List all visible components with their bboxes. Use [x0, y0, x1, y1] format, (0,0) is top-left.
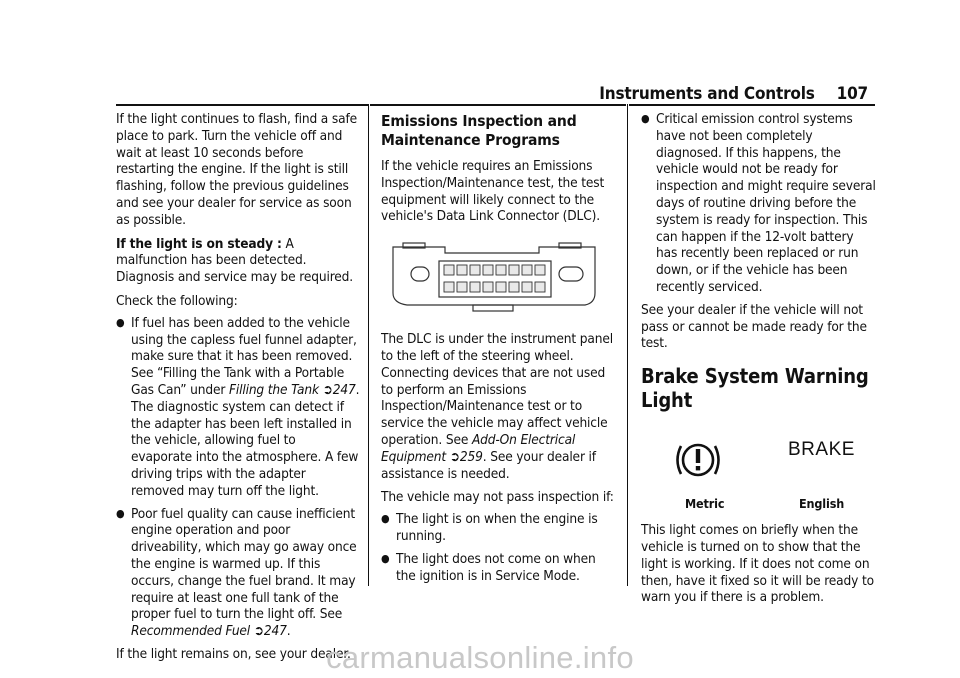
steady-text: A malfunction has been detected. Diagnosis and service may be required.: [116, 235, 353, 286]
watermark: carmanualsonline.info: [326, 640, 634, 675]
cross-ref-link[interactable]: Filling the Tank: [228, 381, 319, 398]
list-item: [116, 315, 360, 500]
cross-ref-link[interactable]: Add-On Electrical Equipment: [381, 431, 576, 465]
page-header: [599, 84, 868, 104]
paragraph: If the light continues to flash, find a safe place to park. Turn the vehicle off and wait at least 10 seconds before restarting the engine. If the light is still flashing, follow the previous guidelines and see your dealer for service as soon as possible.: [116, 111, 357, 228]
paragraph: If the vehicle requires an Emissions Inspection/Maintenance test, the test equipment will likely connect to the vehicle's Data Link Connector (DLC).: [381, 158, 605, 225]
list-text: The light does not come on when the ignition is in Service Mode.: [396, 550, 596, 584]
paragraph-text: . See your dealer if assistance is needed.: [381, 448, 596, 482]
page-number: 107: [836, 84, 868, 104]
column-left: [116, 111, 360, 670]
paragraph-text: The DLC is under the instrument panel to the left of the steering wheel. Connecting devices that are not used to perform an Emissions Inspection/Maintenance test or to service the vehicle may affect vehicle operation. See: [381, 331, 613, 448]
header-rule: [370, 104, 626, 106]
paragraph: Check the following:: [116, 292, 238, 309]
data-link-connector-illustration: [389, 239, 601, 315]
list-item: [116, 506, 360, 640]
paragraph: If the light remains on, see your dealer.: [116, 645, 351, 662]
section-heading: Brake System Warning Light: [641, 364, 869, 413]
paragraph: See your dealer if the vehicle will not pass or cannot be made ready for the test.: [641, 301, 867, 352]
page-ref[interactable]: 247: [263, 623, 287, 640]
list-text: The light is on when the engine is running.: [396, 511, 598, 544]
page-ref[interactable]: 259: [459, 448, 483, 465]
cross-ref-link[interactable]: Recommended Fuel: [131, 623, 251, 640]
paragraph-steady: [116, 236, 360, 286]
bullet-dot-icon: ●: [116, 315, 125, 329]
paragraph: [381, 331, 617, 482]
section-heading: Emissions Inspection and Maintenance Programs: [381, 112, 577, 149]
paragraph: This light comes on briefly when the vehicle is turned on to show that the light is working. If it does not come on then, have it fixed so it will be ready to warn you if there is a problem.: [641, 522, 874, 606]
brake-text-icon: BRAKE: [788, 439, 855, 461]
bullet-dot-icon: ●: [116, 506, 125, 520]
list-text: Poor fuel quality can cause inefficient engine operation and poor driveability, which may go away once the engine is warmed up. If this occurs, change the fuel brand. It may require at least one full tank of the proper fuel to turn the light off. See: [131, 505, 357, 623]
list-text: If fuel has been added to the vehicle using the capless fuel funnel adapter, make sure that it has been removed. See “Filling the Tank with a Portable Gas Can” under: [131, 314, 357, 398]
column-divider: [627, 104, 628, 586]
label-metric: Metric: [685, 496, 725, 512]
bullet-dot-icon: ●: [381, 551, 390, 565]
arrow-right-circle-icon: ➲: [449, 448, 460, 465]
label-english: English: [799, 496, 845, 512]
column-middle: [381, 111, 617, 590]
header-rule: [116, 104, 368, 106]
steady-label: If the light is on steady :: [116, 235, 282, 252]
bullet-dot-icon: ●: [641, 112, 650, 125]
list-text: . The diagnostic system can detect if the adapter has been left installed in the vehicle, allowing fuel to evaporate into the atmosphere. A few driving trips with the adapter removed may turn off the light.: [131, 381, 360, 499]
brake-warning-icon: [673, 438, 723, 482]
column-divider: [368, 104, 369, 586]
arrow-right-circle-icon: ➲: [253, 623, 264, 640]
list-text: .: [286, 623, 291, 640]
list-item: [381, 511, 617, 545]
arrow-right-circle-icon: ➲: [322, 381, 333, 398]
page-ref[interactable]: 247: [332, 381, 356, 398]
column-right: [641, 111, 877, 613]
bullet-dot-icon: ●: [381, 512, 390, 526]
brake-icons: [641, 412, 877, 522]
list-text: Critical emission control systems have not been completely diagnosed. If this happens, the vehicle would not be ready for inspection and might require several days of routine driving before the system is ready for inspection. This can happen if the 12-volt battery has recently been replaced or run down, or if the vehicle has been recently serviced.: [656, 111, 876, 295]
list-item: [641, 111, 877, 296]
paragraph: The vehicle may not pass inspection if:: [381, 489, 614, 506]
header-rule: [629, 104, 875, 106]
list-item: [381, 551, 617, 585]
section-title: Instruments and Controls: [599, 84, 815, 104]
